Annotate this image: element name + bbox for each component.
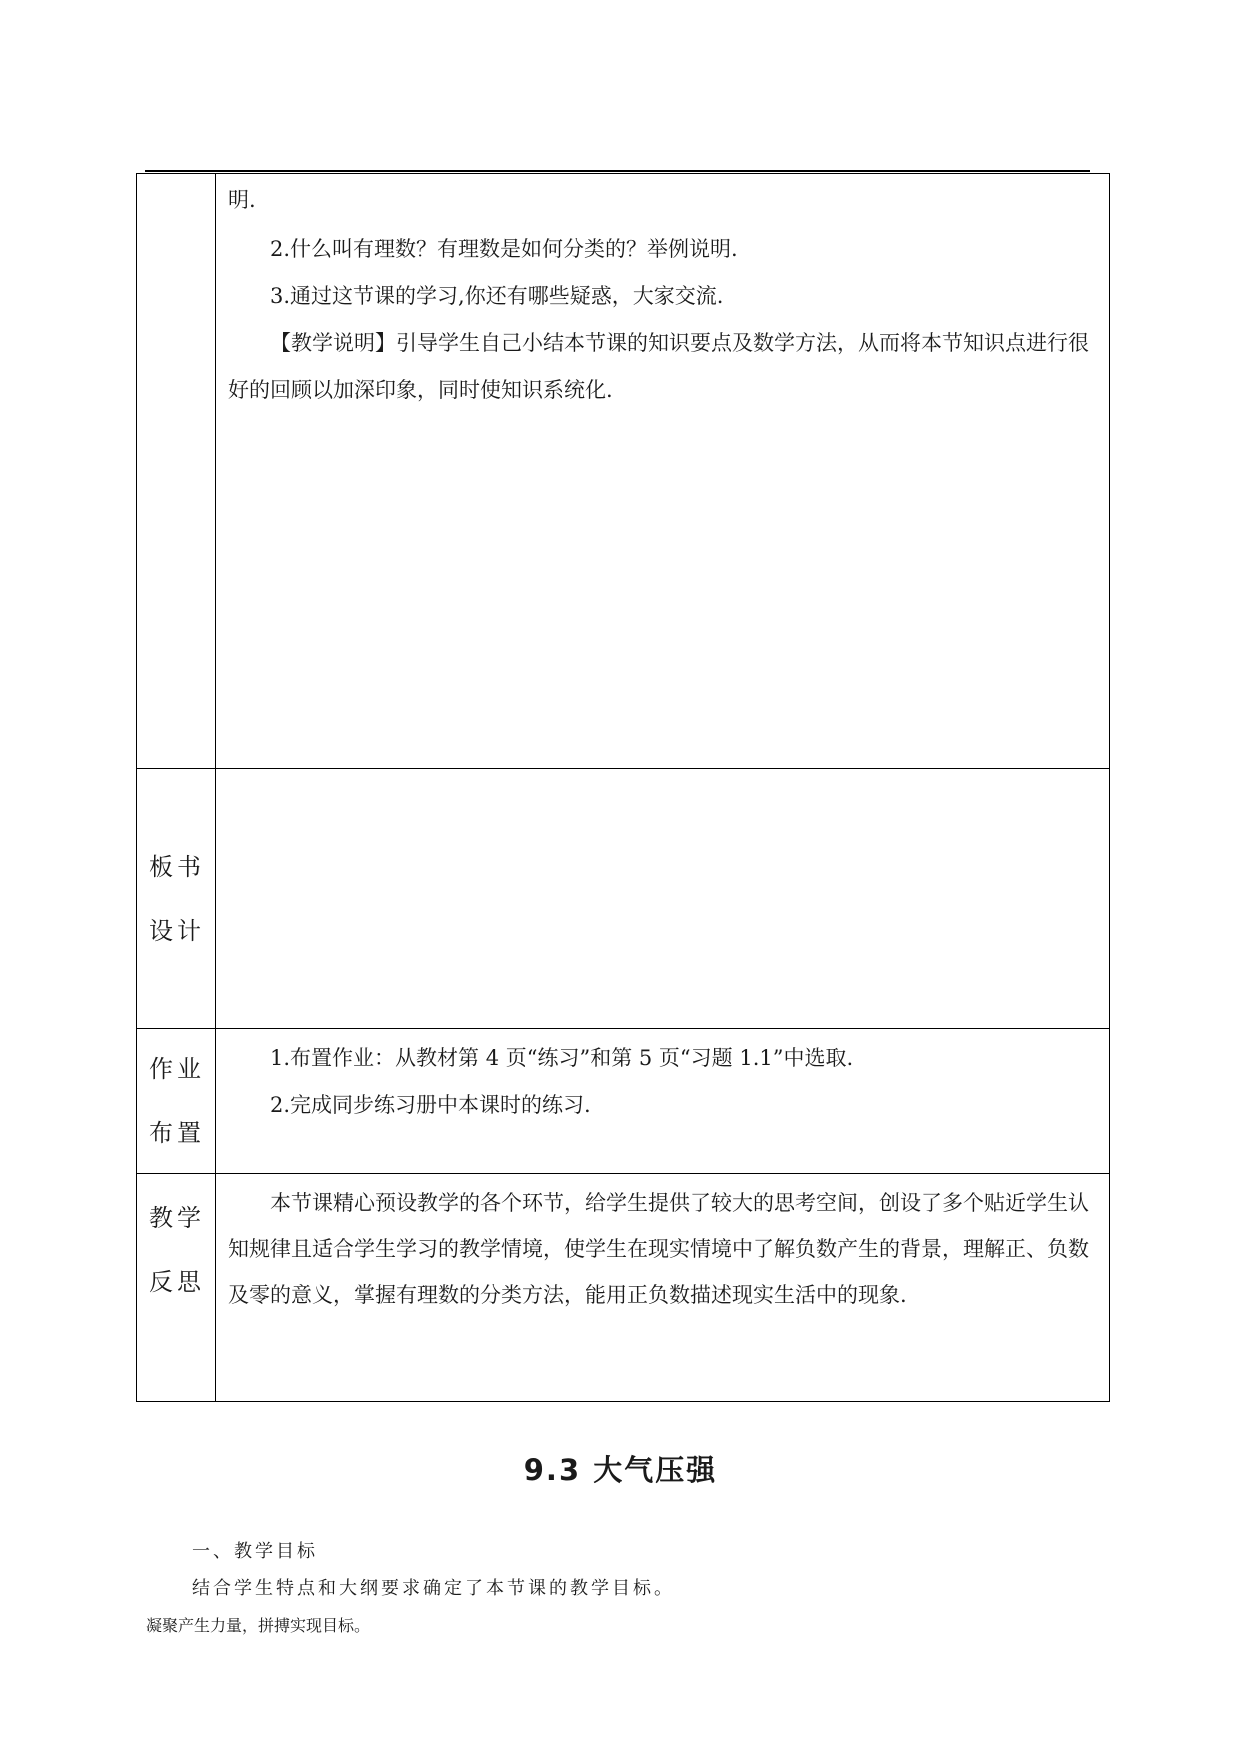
reflection-label-line1: 教学 [149,1204,205,1232]
reflection-label-cell [137,1174,216,1402]
reflection-label-line2: 反思 [149,1268,205,1296]
board-design-row [137,769,1110,1029]
homework-label-line2: 布置 [149,1119,205,1147]
homework-row [137,1029,1110,1174]
reflection-content-cell [216,1174,1110,1402]
summary-item-3: 3.通过这节课的学习,你还有哪些疑惑，大家交流. [270,284,724,308]
reflection-text: 本节课精心预设教学的各个环节，给学生提供了较大的思考空间，创设了多个贴近学生认知规律且适合学生学习的教学情境，使学生在现实情境中了解负数产生的背景，理解正、负数及零的意义，掌握有理数的分类方法，能用正负数描述现实生活中的现象. [228,1191,1089,1307]
homework-item-2: 2.完成同步练习册中本课时的练习. [270,1093,591,1117]
summary-row [137,174,1110,769]
board-design-label-line2: 设计 [149,916,205,945]
section-text: 结合学生特点和大纲要求确定了本节课的教学目标。 [192,1578,675,1599]
section-title: 9.3 大气压强 [523,1453,718,1487]
homework-content-cell [216,1029,1110,1174]
summary-line0: 明. [228,188,256,212]
summary-content-cell [216,174,1110,769]
lesson-plan-table [136,173,1110,1402]
section-heading: 一、教学目标 [192,1541,318,1562]
board-design-label-cell [137,769,216,1029]
board-design-content-cell [216,769,1110,1029]
homework-item-1: 1.布置作业：从教材第 4 页“练习”和第 5 页“习题 1.1”中选取. [270,1046,854,1070]
board-design-label-line1: 板书 [149,852,205,881]
header-rule [145,170,1090,172]
summary-item-2: 2.什么叫有理数？有理数是如何分类的？举例说明. [270,237,738,261]
reflection-row [137,1174,1110,1402]
footer-note: 凝聚产生力量，拼搏实现目标。 [146,1616,371,1635]
homework-label-line1: 作业 [149,1055,205,1083]
summary-teaching-note: 【教学说明】引导学生自己小结本节课的知识要点及数学方法，从而将本节知识点进行很好的回顾以加深印象，同时使知识系统化. [228,331,1089,402]
homework-label-cell [137,1029,216,1174]
summary-label-cell [137,174,216,769]
